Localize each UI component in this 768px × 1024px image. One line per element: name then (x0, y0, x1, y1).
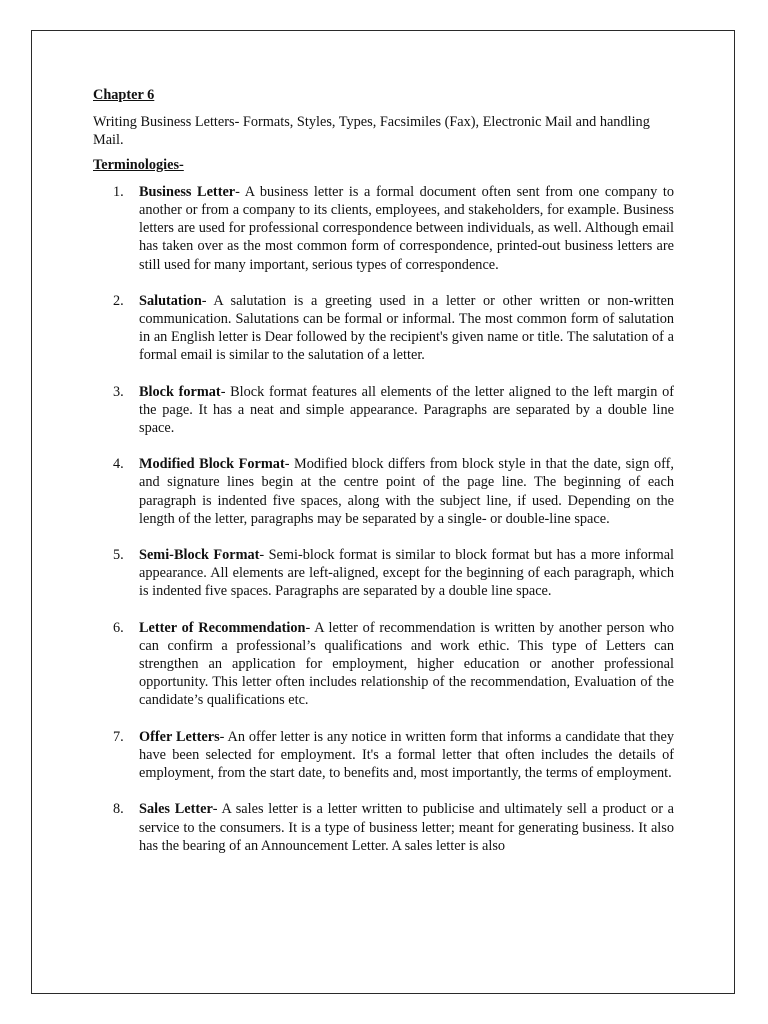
item-number: 7. (113, 728, 124, 745)
list-item (93, 183, 674, 274)
item-term: Letter of Recommendation (139, 619, 306, 636)
item-term: Business Letter (139, 183, 236, 200)
chapter-subtitle: Writing Business Letters- Formats, Styles, Types, Facsimiles (Fax), Electronic Mail and handling Mail. (93, 114, 650, 149)
terminologies-heading: Terminologies- (93, 156, 184, 173)
list-item (93, 383, 674, 438)
item-number: 6. (113, 619, 124, 636)
list-item (93, 292, 674, 365)
item-term: Offer Letters (139, 728, 220, 745)
list-item (93, 619, 674, 710)
item-description: - A sales letter is a letter written to publicise and ultimately sell a product or a service to the consumers. It is a type of business letter; meant for generating business. It also has the bearing of an Announcement Letter. A sales letter is also (139, 801, 675, 854)
item-description: - A letter of recommendation is written by another person who can confirm a professional’s qualifications and work ethic. This type of Letters can strengthen an application for employment, higher education or another professional opportunity. This letter often includes relationship of the recommendation, Evaluation of the candidate’s qualifications etc. (139, 619, 674, 709)
item-description: - A business letter is a formal document often sent from one company to another or from a company to its clients, employees, and stakeholders, for example. Business letters are used for professional correspondence between individuals, as well. Although email has taken over as the most common form of correspondence, printed-out business letters are still used for many important, serious types of correspondence. (139, 183, 675, 273)
item-term: Salutation (139, 292, 202, 309)
item-number: 3. (113, 383, 124, 400)
item-description: - Modified block differs from block style in that the date, sign off, and signature lines begin at the centre point of the page line. The beginning of each paragraph is indented five spaces, along with the subject line, if used. Depending on the length of the letter, paragraphs may be separated by a single- or double-line space. (139, 456, 674, 527)
item-description: - An offer letter is any notice in written form that informs a candidate that they have been selected for employment. It's a formal letter that often includes the details of employment, from the start date, to benefits and, most importantly, the terms of employment. (139, 728, 674, 782)
item-term: Semi-Block Format (139, 547, 260, 564)
item-description: - Block format features all elements of the letter aligned to the left margin of the page. It has a neat and simple appearance. Paragraphs are separated by a double line space. (139, 383, 674, 437)
list-item (93, 455, 674, 528)
item-term: Block format (139, 383, 221, 400)
terminology-list (93, 183, 674, 855)
item-number: 8. (113, 801, 124, 818)
item-number: 1. (113, 183, 124, 200)
item-number: 4. (113, 456, 124, 473)
list-item (93, 800, 674, 855)
document-body (93, 86, 674, 873)
list-item (93, 546, 674, 601)
item-description: - A salutation is a greeting used in a letter or other written or non-written communication. Salutations can be formal or informal. The most common form of salutation in an English letter is Dear followed by the recipient's given name or title. The salutation of a formal email is similar to the salutation of a letter. (139, 292, 674, 364)
item-term: Sales Letter (139, 801, 213, 818)
item-number: 5. (113, 547, 124, 564)
item-number: 2. (113, 292, 124, 309)
item-term: Modified Block Format (139, 456, 285, 473)
list-item (93, 728, 674, 783)
chapter-heading: Chapter 6 (93, 87, 155, 103)
item-description: - Semi-block format is similar to block format but has a more informal appearance. All elements are left-aligned, except for the beginning of each paragraph, which is indented five spaces. Paragraphs are separated by a double line space. (139, 547, 675, 600)
